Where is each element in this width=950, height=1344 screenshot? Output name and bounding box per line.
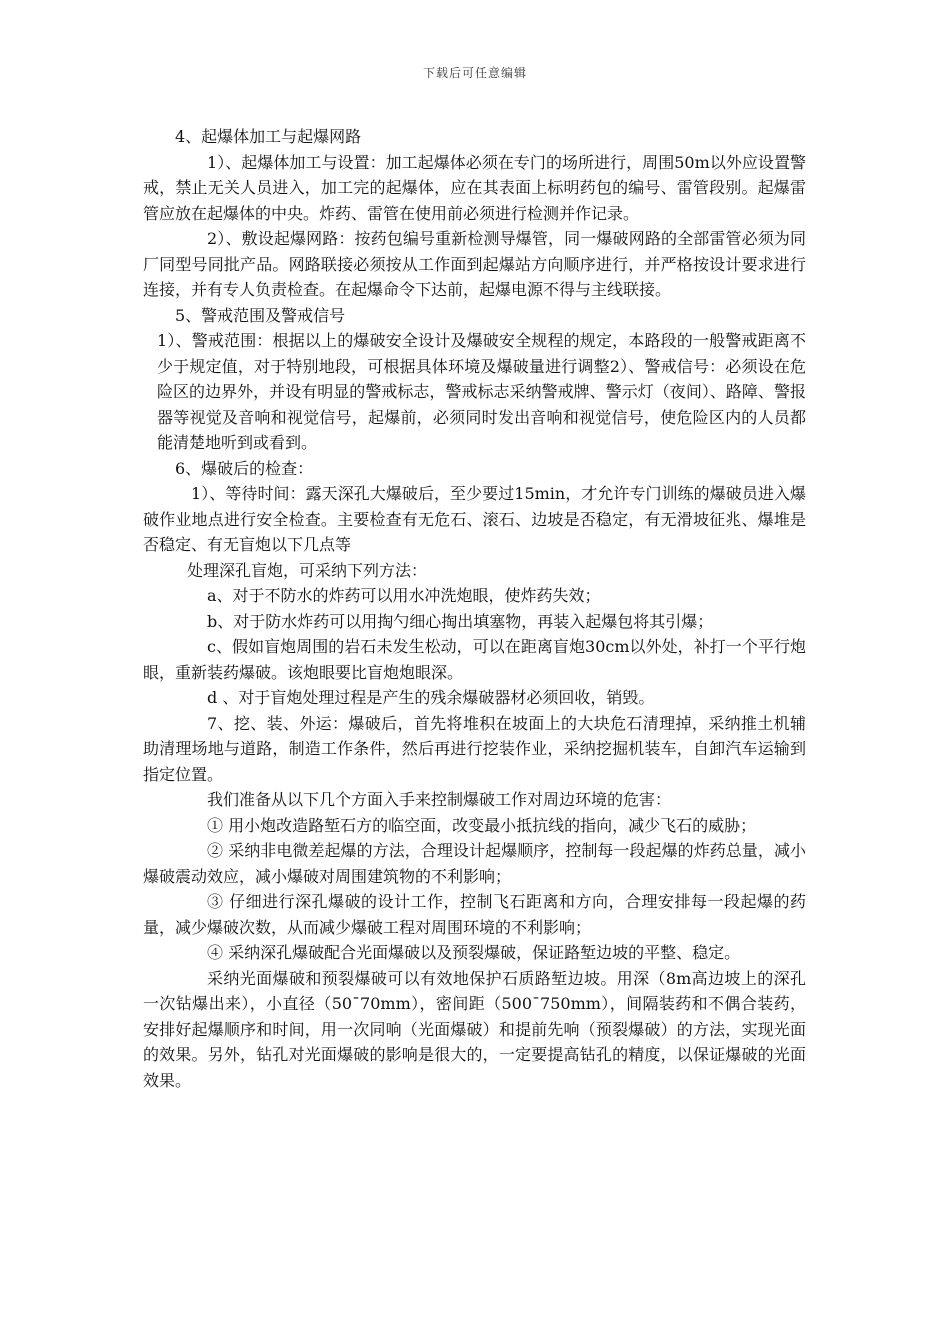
list-item: ④ 采纳深孔爆破配合光面爆破以及预裂爆破，保证路堑边坡的平整、稳定。 (207, 943, 741, 962)
document-body (143, 124, 806, 1093)
page-header: 下载后可任意编辑 (422, 66, 527, 80)
paragraph: 2）、敷设起爆网路：按药包编号重新检测导爆管，同一爆破网路的全部雷管必须为同厂同型号同批产品。网路联接必须按从工作面到起爆站方向顺序进行，并严格按设计要求进行连接，并有专人负责检查。在起爆命令下达前，起爆电源不得与主线联接。 (143, 229, 806, 299)
list-item: b、对于防水炸药可以用掏勺细心掏出填塞物，再装入起爆包将其引爆； (207, 611, 714, 631)
paragraph: 1）、起爆体加工与设置：加工起爆体必须在专门的场所进行，周围50m以外应设置警戒，禁止无关人员进入，加工完的起爆体，应在其表面上标明药包的编号、雷管段别。起爆雷管应放在起爆体的中央。炸药、雷管在使用前必须进行检测并作记录。 (143, 152, 806, 223)
paragraph: 采纳光面爆破和预裂爆破可以有效地保护石质路堑边坡。用深（8m高边坡上的深孔一次钻爆出来），小直径（50¯70mm），密间距（500¯750mm），间隔装药和不偶合装药，安排好起爆顺序和时间，用一次同响（光面爆破）和提前先响（预裂爆破）的方法，实现光面的效果。另外，钻孔对光面爆破的影响是很大的，一定要提高钻孔的精度，以保证爆破的光面效果。 (143, 968, 806, 1090)
paragraph: 1）、警戒范围：根据以上的爆破安全设计及爆破安全规程的规定，本路段的一般警戒距离不少于规定值，对于特别地段，可根据具体环境及爆破量进行调整2）、警戒信号：必须设在危险区的边界外，并设有明显的警戒标志，警戒标志采纳警戒牌、警示灯（夜间）、路障、警报器等视觉及音响和视觉信号，起爆前，必须同时发出音响和视觉信号，使危险区内的人员都能清楚地听到或看到。 (157, 331, 806, 452)
section-heading-6: 6、爆破后的检查： (175, 458, 314, 478)
section-heading-5: 5、警戒范围及警戒信号 (175, 305, 346, 325)
list-item: ③ 仔细进行深孔爆破的设计工作，控制飞石距离和方向，合理安排每一段起爆的药量，减少爆破次数，从而减少爆破工程对周围环境的不利影响； (143, 892, 806, 937)
paragraph: 处理深孔盲炮，可采纳下列方法： (187, 560, 428, 580)
section-heading-4: 4、起爆体加工与起爆网路 (175, 127, 362, 146)
list-item: c、假如盲炮周围的岩石未发生松动，可以在距离盲炮30cm以外处，补打一个平行炮眼，重新装药爆破。该炮眼要比盲炮炮眼深。 (143, 637, 806, 682)
list-item: ① 用小炮改造路堑石方的临空面，改变最小抵抗线的指向，减少飞石的威胁； (207, 815, 757, 835)
paragraph: 1）、等待时间：露天深孔大爆破后，至少要过15min，才允许专门训练的爆破员进入爆破作业地点进行安全检查。主要检查有无危石、滚石、边坡是否稳定，有无滑坡征兆、爆堆是否稳定、有无盲炮以下几点等 (143, 484, 806, 554)
list-item: ② 采纳非电微差起爆的方法，合理设计起爆顺序，控制每一段起爆的炸药总量，减小爆破震动效应，减小爆破对周围建筑物的不利影响； (143, 841, 806, 886)
section-heading-7: 7、挖、装、外运：爆破后，首先将堆积在坡面上的大块危石清理掉，采纳推土机辅助清理场地与道路，制造工作条件，然后再进行挖装作业，采纳挖掘机装车，自卸汽车运输到指定位置。 (143, 713, 806, 784)
list-item: d 、对于盲炮处理过程是产生的残余爆破器材必须回收，销毁。 (207, 688, 655, 707)
paragraph: 我们准备从以下几个方面入手来控制爆破工作对周边环境的危害： (207, 790, 672, 809)
list-item: a、对于不防水的炸药可以用水冲洗炮眼，使炸药失效； (207, 586, 601, 605)
